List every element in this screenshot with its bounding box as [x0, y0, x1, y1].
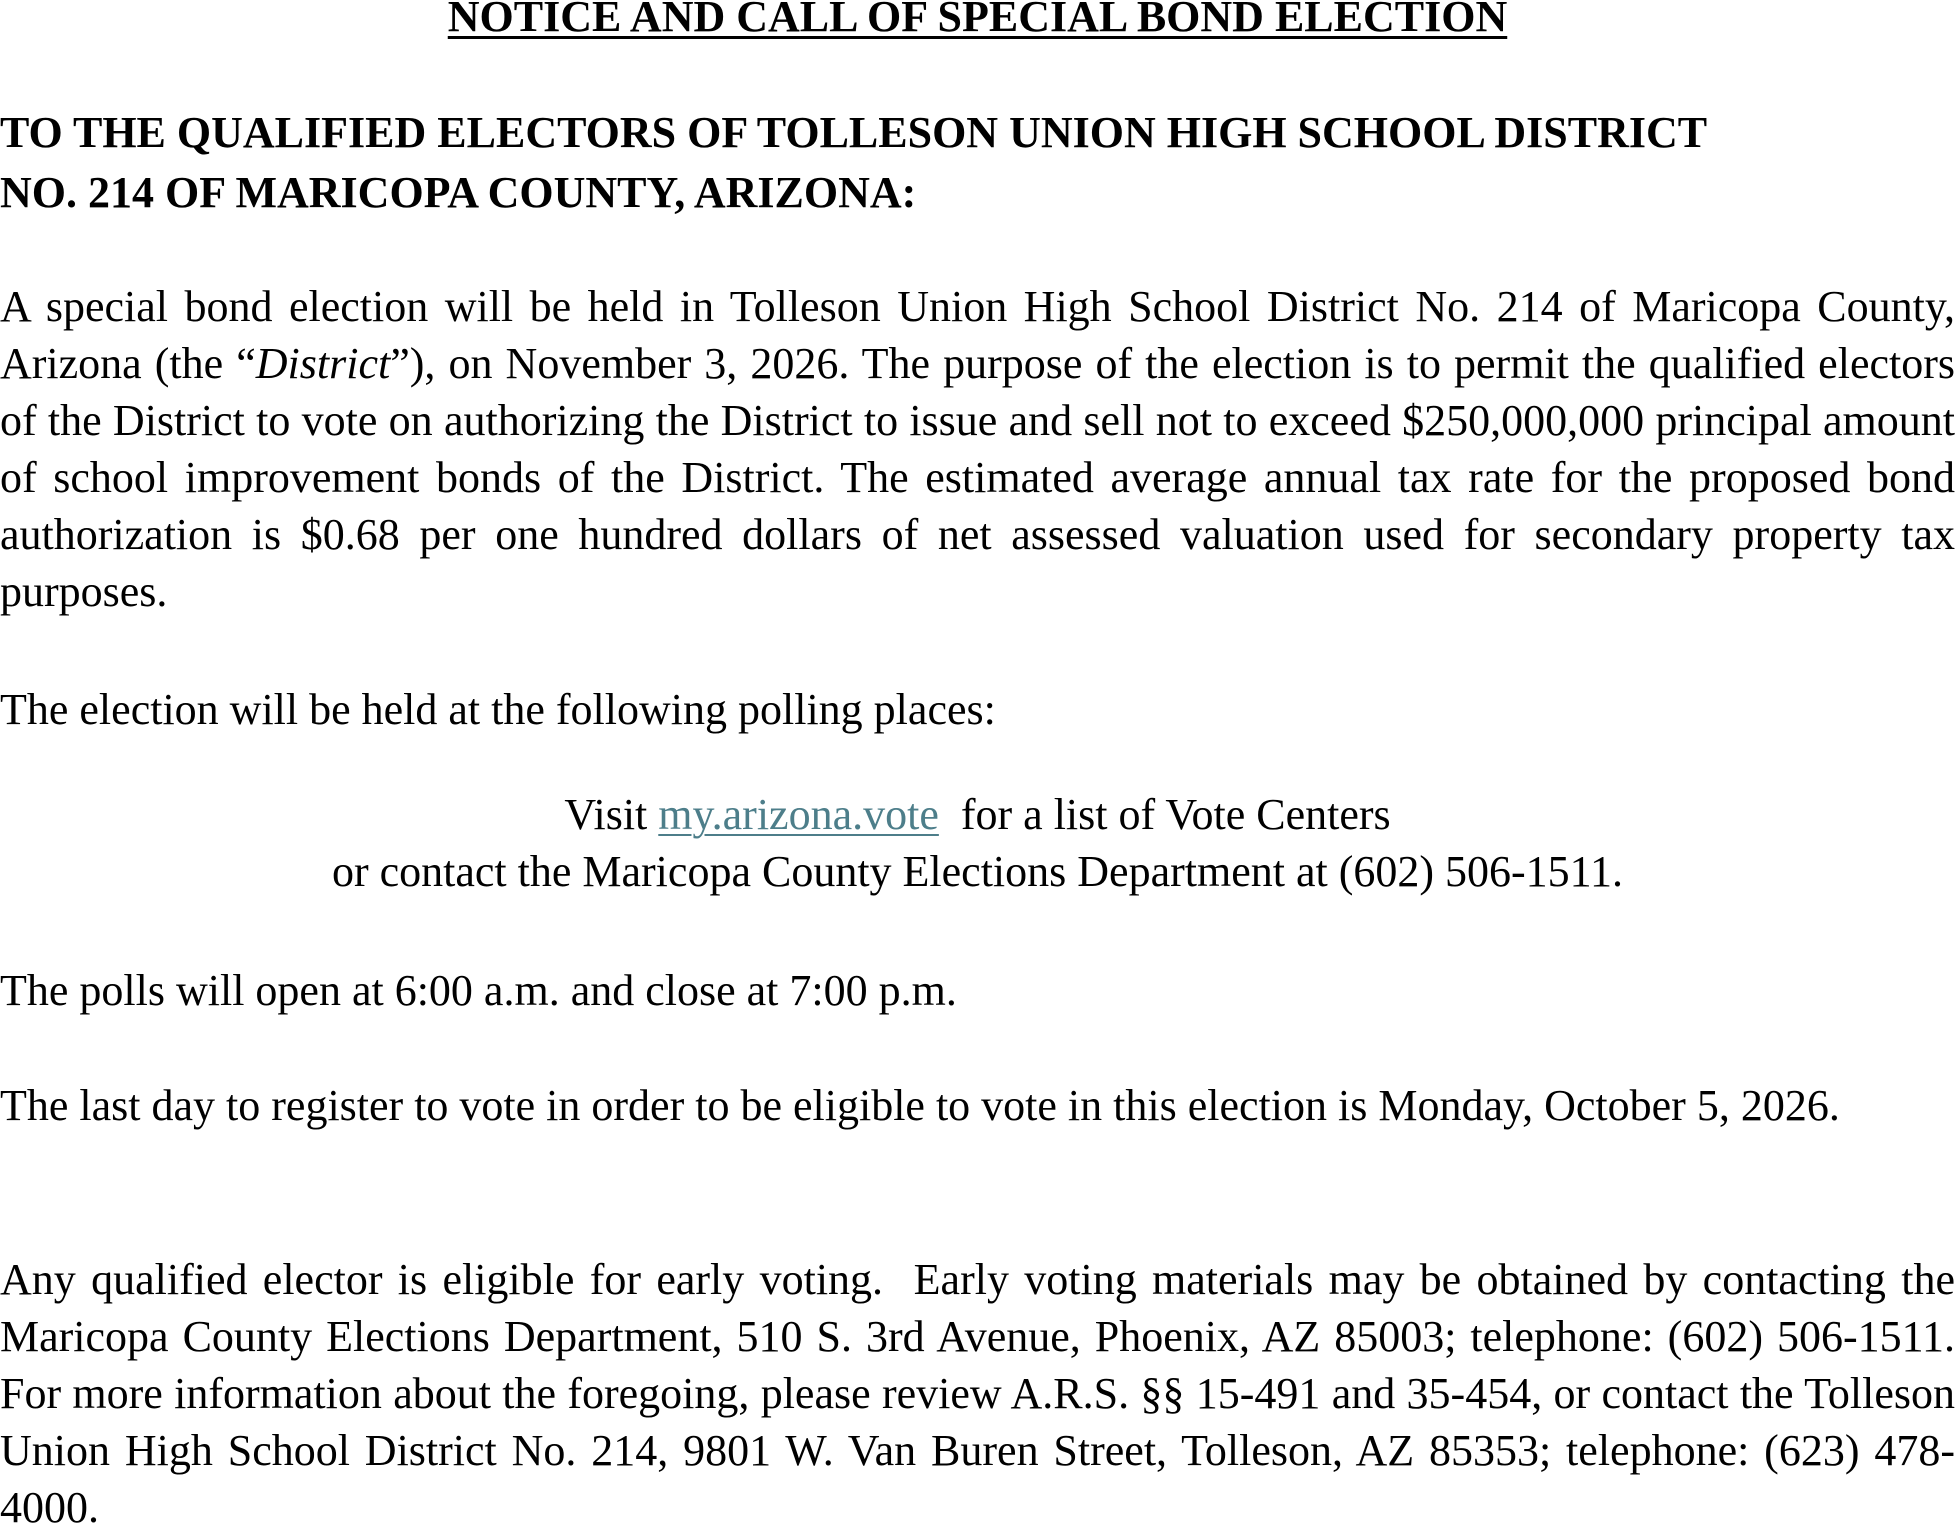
poll-hours-paragraph: The polls will open at 6:00 a.m. and close at 7:00 p.m. — [0, 966, 957, 1015]
addressee-line-2: NO. 214 OF MARICOPA COUNTY, ARIZONA: — [0, 168, 917, 217]
notice-title-text: NOTICE AND CALL OF SPECIAL BOND ELECTION — [447, 0, 1508, 41]
vote-centers-line — [0, 786, 1955, 843]
visit-prefix: Visit — [564, 790, 659, 839]
purpose-text-end: ”), on November 3, 2026. The purpose of the election is to permit the qualified electors of the District to vote on authorizing the District to issue and sell not to exceed $250,000,000 principal amount of school improvement bonds of the District. The estimated average annual tax rate for the proposed bond authorization is $0.68 per one hundred dollars of net assessed valuation used for secondary property tax purposes. — [0, 339, 1955, 616]
visit-suffix: for a list of Vote Centers — [938, 790, 1391, 839]
addressee-heading — [0, 103, 1955, 223]
polling-places-intro: The election will be held at the following polling places: — [0, 685, 996, 734]
election-purpose-paragraph — [0, 278, 1955, 620]
vote-centers-info — [0, 786, 1955, 900]
arizona-vote-link[interactable]: my.arizona.vote — [658, 790, 939, 839]
addressee-line-1: TO THE QUALIFIED ELECTORS OF TOLLESON UNION HIGH SCHOOL DISTRICT — [0, 108, 1708, 157]
district-defined-term: District — [255, 339, 391, 388]
notice-title — [0, 0, 1955, 45]
early-voting-paragraph: Any qualified elector is eligible for early voting. Early voting materials may be obtained by contacting the Maricopa County Elections Department, 510 S. 3rd Avenue, Phoenix, AZ 85003; telephone: (602) 506-1511. For more information about the foregoing, please review A.R.S. §§ 15-491 and 35-454, or contact the Tolleson Union High School District No. 214, 9801 W. Van Buren Street, Tolleson, AZ 85353; telephone: (623) 478-4000. — [0, 1255, 1955, 1532]
registration-deadline-paragraph: The last day to register to vote in order to be eligible to vote in this election is Monday, October 5, 2026. — [0, 1081, 1840, 1130]
purpose-text-start: A special bond election will be held in Tolleson Union High School District No. 214 of Maricopa County, Arizona (the “ — [0, 282, 1955, 388]
elections-contact-line: or contact the Maricopa County Elections Department at (602) 506-1511. — [331, 847, 1624, 896]
